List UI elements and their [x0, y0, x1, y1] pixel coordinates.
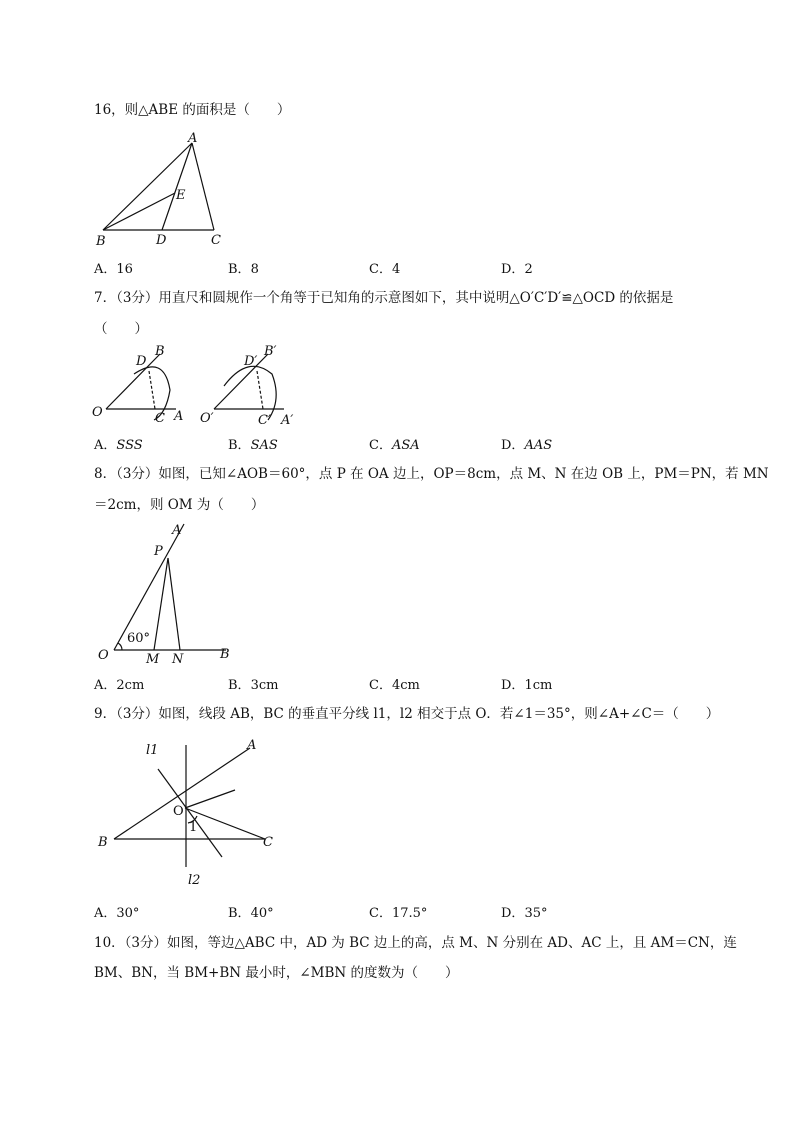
q6-stem: 16，则△ABE 的面积是（ ）: [94, 102, 291, 118]
q6-figure: [90, 130, 240, 250]
q7-label-d-prime: D′: [244, 354, 258, 369]
q8-figure: [90, 520, 250, 668]
q7-option-c[interactable]: C．ASA: [369, 438, 420, 453]
q8-options: [94, 674, 654, 692]
q6-label-c: C: [211, 233, 221, 248]
q7-label-b: B: [155, 344, 165, 359]
q9-option-d[interactable]: D．35°: [501, 906, 548, 921]
q7-label-a: A: [174, 409, 184, 424]
q6-option-c[interactable]: C．4: [369, 262, 401, 277]
q8-option-a[interactable]: A．2cm: [94, 678, 145, 693]
q7-option-a[interactable]: A．SSS: [94, 438, 143, 453]
q6-options: [94, 258, 654, 276]
q9-options: [94, 902, 654, 920]
q7-label-a-prime: A′: [281, 413, 294, 428]
q8-stem-line2: ＝2cm，则 OM 为（ ）: [94, 497, 265, 513]
q6-label-b: B: [96, 234, 106, 249]
q7-label-d: D: [136, 354, 147, 369]
q9-label-l1: l1: [146, 743, 159, 758]
q9-label-o: O: [173, 804, 184, 819]
q10-stem-line1: 10．（3分）如图，等边△ABC 中，AD 为 BC 边上的高，点 M、N 分别在 AD、AC 上，且 AM＝CN，连: [94, 935, 737, 951]
q7-label-o-prime: O′: [200, 411, 214, 426]
q7-stem-line1: 7．（3分）用直尺和圆规作一个角等于已知角的示意图如下，其中说明△O′C′D′≌△OCD 的依据是: [94, 290, 674, 306]
q9-label-l2: l2: [188, 873, 201, 888]
q6-option-d[interactable]: D．2: [501, 262, 533, 277]
q7-option-d[interactable]: D．AAS: [501, 438, 553, 453]
q7-label-c: C: [155, 411, 165, 426]
q7-figure-right: [196, 342, 311, 428]
q6-option-b[interactable]: B．8: [228, 262, 259, 277]
q6-label-d: D: [156, 233, 167, 248]
q9-label-b: B: [98, 835, 108, 850]
q10-stem-line2: BM、BN，当 BM+BN 最小时，∠MBN 的度数为（ ）: [94, 965, 459, 981]
q9-label-a: A: [247, 738, 257, 753]
q8-label-o: O: [98, 648, 109, 663]
q8-stem-line1: 8．（3分）如图，已知∠AOB＝60°，点 P 在 OA 边上，OP＝8cm，点 M、N 在边 OB 上，PM＝PN，若 MN: [94, 466, 769, 482]
q6-option-a[interactable]: A．16: [94, 262, 133, 277]
q8-label-m: M: [146, 652, 160, 667]
q9-option-a[interactable]: A．30°: [94, 906, 140, 921]
q7-label-c-prime: C′: [258, 413, 271, 428]
q7-figure-left: [88, 342, 198, 428]
q9-figure: [90, 735, 290, 895]
q7-options: [94, 434, 654, 452]
q6-label-e: E: [176, 188, 186, 203]
q9-label-c: C: [263, 835, 273, 850]
q8-label-angle: 60°: [127, 631, 151, 646]
q9-option-b[interactable]: B．40°: [228, 906, 274, 921]
q8-label-b: B: [220, 647, 230, 662]
q9-option-c[interactable]: C．17.5°: [369, 906, 428, 921]
q7-label-b-prime: B′: [264, 344, 277, 359]
q7-stem-line2: （ ）: [94, 321, 148, 337]
q7-label-o: O: [92, 405, 103, 420]
q7-option-b[interactable]: B．SAS: [228, 438, 278, 453]
q9-stem-line1: 9．（3分）如图，线段 AB，BC 的垂直平分线 l1，l2 相交于点 O．若∠1＝35°，则∠A+∠C＝（ ）: [94, 706, 720, 722]
q8-option-d[interactable]: D．1cm: [501, 678, 553, 693]
q8-label-p: P: [154, 544, 163, 559]
q9-label-1: 1: [189, 820, 198, 835]
q8-label-n: N: [172, 652, 184, 667]
q6-label-a: A: [188, 131, 198, 146]
q8-option-b[interactable]: B．3cm: [228, 678, 279, 693]
q8-option-c[interactable]: C．4cm: [369, 678, 420, 693]
q8-label-a: A: [172, 523, 182, 538]
